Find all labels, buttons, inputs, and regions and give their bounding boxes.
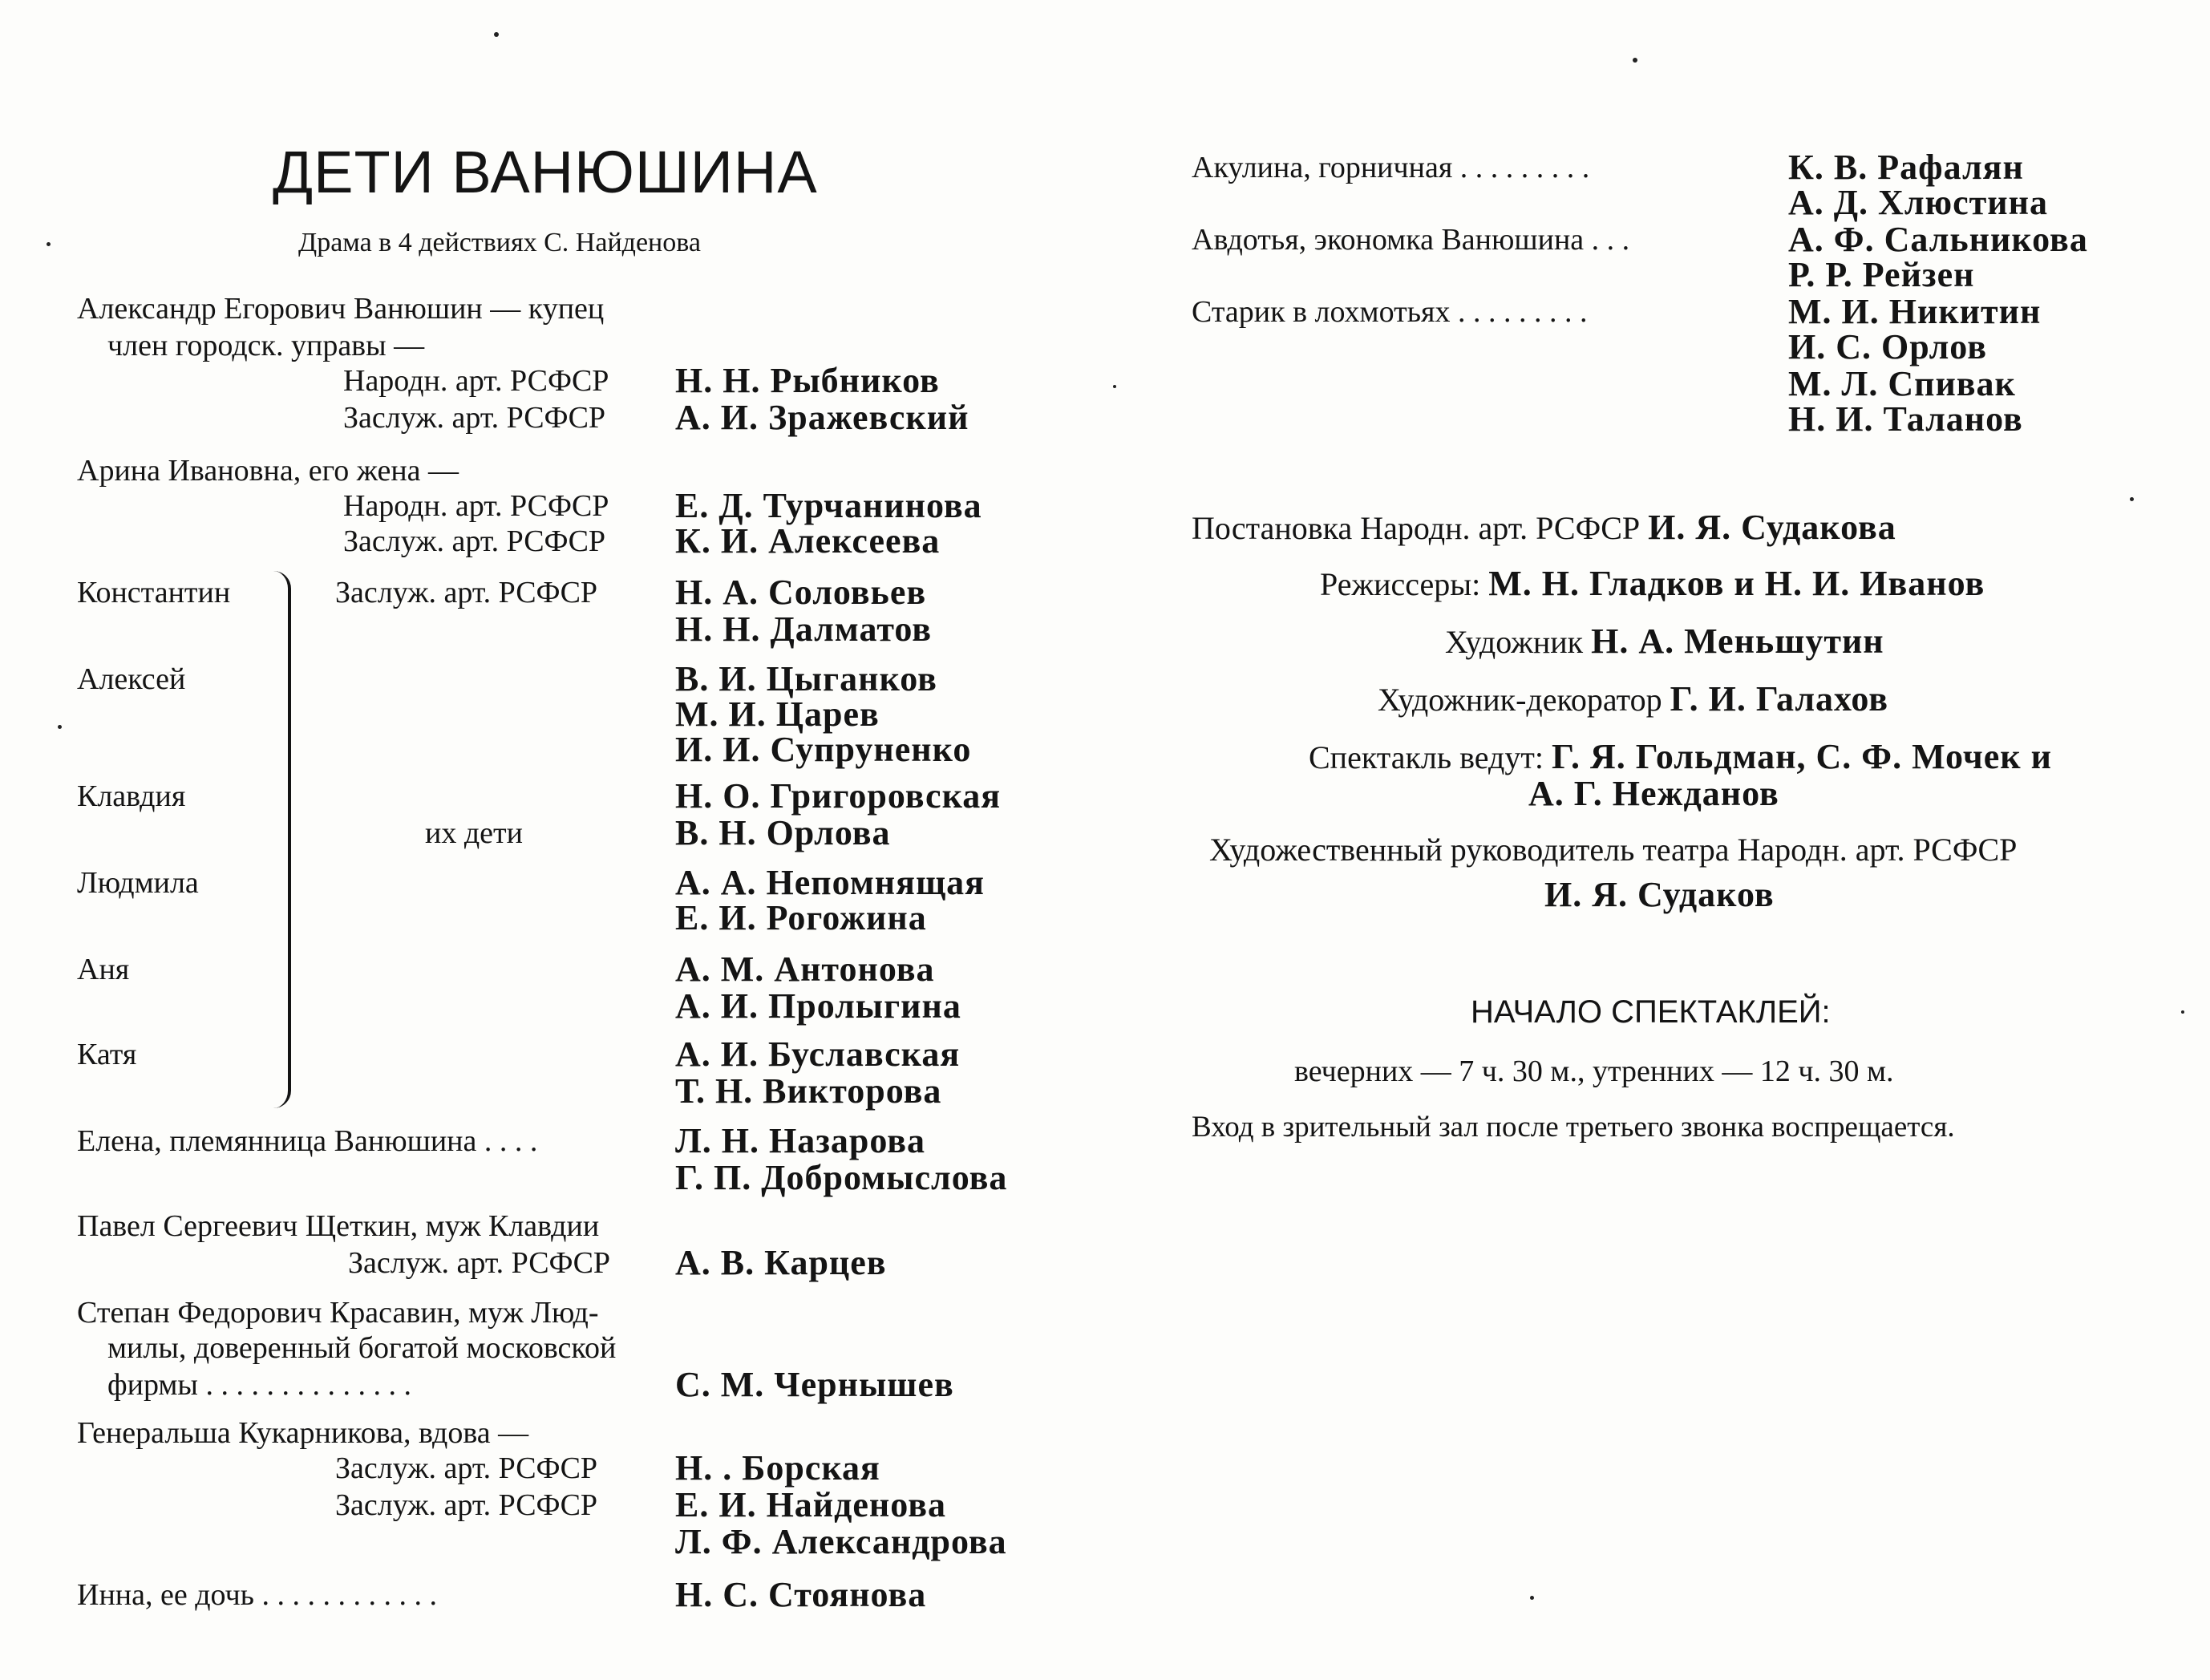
rank-label: Заслуж. арт. РСФСР <box>335 1488 598 1522</box>
actor-name: А. Д. Хлюстина <box>1788 183 2048 222</box>
start-times: вечерних — 7 ч. 30 м., утренних — 12 ч. 30 м. <box>1294 1055 1894 1088</box>
actor-name: А. Ф. Сальникова <box>1788 220 2088 259</box>
role-akulina: Акулина, горничная . . . . . . . . . <box>1192 151 1590 184</box>
start-heading: НАЧАЛО СПЕКТАКЛЕЙ: <box>1471 994 1831 1030</box>
role-shchetkin: Павел Сергеевич Щеткин, муж Клавдии <box>77 1209 600 1243</box>
play-subtitle: Драма в 4 действиях С. Найденова <box>298 228 701 257</box>
role-starik: Старик в лохмотьях . . . . . . . . . <box>1192 295 1588 329</box>
actor-name: К. И. Алексеева <box>675 521 941 561</box>
directors-prefix: Режиссеры: <box>1320 566 1481 602</box>
scan-speck <box>1633 58 1637 63</box>
role-vanyushin-line1: Александр Егорович Ванюшин — купец <box>77 292 605 326</box>
rank-label: Народн. арт. РСФСР <box>343 489 609 523</box>
role-lyudmila: Людмила <box>77 866 199 900</box>
actor-name: К. В. Рафалян <box>1788 148 2024 187</box>
scan-speck <box>2130 497 2134 501</box>
artist-name: Н. А. Меньшутин <box>1591 621 1884 661</box>
staging-prefix: Постановка Народн. арт. РСФСР <box>1192 510 1641 546</box>
actor-name: Р. Р. Рейзен <box>1788 255 1975 294</box>
actor-name: И. С. Орлов <box>1788 327 1987 366</box>
scan-speck <box>2181 1010 2184 1014</box>
children-bracket <box>269 571 291 1108</box>
scan-speck <box>494 32 499 37</box>
decorator-credit <box>1378 678 1888 719</box>
actor-name: Н. И. Таланов <box>1788 399 2023 439</box>
actor-name: Н. Н. Рыбников <box>675 361 940 400</box>
artdir-line: Художественный руководитель театра Народн. арт. РСФСР <box>1209 832 2018 868</box>
role-anya: Аня <box>77 953 130 986</box>
scan-speck <box>58 725 62 729</box>
scan-speck <box>47 242 51 246</box>
managers-names: Г. Я. Гольдман, С. Ф. Мочек и <box>1551 737 2052 776</box>
actor-name: Г. П. Добромыслова <box>675 1158 1008 1197</box>
rank-label: Заслуж. арт. РСФСР <box>343 524 606 558</box>
actor-name: А. В. Карцев <box>675 1243 887 1282</box>
actor-name: М. Л. Спивак <box>1788 364 2016 403</box>
rank-label: Заслуж. арт. РСФСР <box>343 401 606 435</box>
role-katya: Катя <box>77 1038 137 1071</box>
children-label: их дети <box>425 816 523 850</box>
right-page <box>1105 0 2210 1680</box>
staging-name: И. Я. Судакова <box>1648 508 1896 547</box>
managers-credit <box>1309 736 2052 777</box>
directors-names: М. Н. Гладков и Н. И. Иванов <box>1488 564 1985 603</box>
actor-name: Л. Ф. Александрова <box>675 1522 1007 1561</box>
actor-name: А. И. Буславская <box>675 1034 961 1074</box>
actor-name: Н. О. Григоровская <box>675 776 1002 816</box>
managers-credit-line2 <box>1528 773 1779 814</box>
artist-prefix: Художник <box>1445 624 1584 660</box>
role-elena: Елена, племянница Ванюшина . . . . <box>77 1124 538 1158</box>
actor-name: Н. . Борская <box>675 1448 880 1488</box>
decorator-prefix: Художник-декоратор <box>1378 682 1662 718</box>
decorator-name: Г. И. Галахов <box>1670 679 1889 719</box>
actor-name: А. А. Непомнящая <box>675 863 985 902</box>
role-krasavin-line3: фирмы . . . . . . . . . . . . . . <box>107 1368 411 1402</box>
actor-name: Е. И. Рогожина <box>675 898 927 937</box>
rank-label: Заслуж. арт. РСФСР <box>335 576 598 609</box>
actor-name: Н. С. Стоянова <box>675 1575 927 1614</box>
artdir-name: И. Я. Судаков <box>1544 875 1775 914</box>
rank-label: Заслуж. арт. РСФСР <box>348 1246 611 1280</box>
role-inna: Инна, ее дочь . . . . . . . . . . . . <box>77 1578 438 1612</box>
play-title: ДЕТИ ВАНЮШИНА <box>273 139 818 205</box>
actor-name: Т. Н. Викторова <box>675 1071 942 1111</box>
actor-name: Л. Н. Назарова <box>675 1121 926 1160</box>
managers-prefix: Спектакль ведут: <box>1309 739 1544 775</box>
role-aleksey: Алексей <box>77 662 186 696</box>
role-krasavin-line1: Степан Федорович Красавин, муж Люд- <box>77 1296 599 1330</box>
artdir-credit <box>1544 874 1775 915</box>
actor-name: В. Н. Орлова <box>675 813 891 852</box>
entry-note: Вход в зрительный зал после третьего звонка воспрещается. <box>1192 1111 1955 1144</box>
role-vanyushin-line2: член городск. управы — <box>107 329 425 362</box>
staging-credit <box>1192 507 1896 548</box>
actor-name: С. М. Чернышев <box>675 1365 954 1404</box>
actor-name: М. И. Царев <box>675 694 880 734</box>
role-kukarnikova: Генеральша Кукарникова, вдова — <box>77 1416 529 1450</box>
actor-name: А. И. Зражевский <box>675 398 969 437</box>
actor-name: И. И. Супруненко <box>675 730 972 769</box>
actor-name: Е. И. Найденова <box>675 1485 946 1524</box>
managers-names-2: А. Г. Нежданов <box>1528 774 1779 813</box>
actor-name: Н. А. Соловьев <box>675 573 927 612</box>
artist-credit <box>1445 621 1884 662</box>
role-krasavin-line2: милы, доверенный богатой московской <box>107 1331 617 1365</box>
actor-name: А. И. Пролыгина <box>675 986 961 1026</box>
scan-speck <box>1113 385 1116 388</box>
actor-name: Н. Н. Далматов <box>675 609 933 649</box>
rank-label: Народн. арт. РСФСР <box>343 364 609 398</box>
rank-label: Заслуж. арт. РСФСР <box>335 1451 598 1485</box>
actor-name: А. М. Антонова <box>675 949 935 989</box>
role-konstantin: Константин <box>77 576 231 609</box>
directors-credit <box>1320 563 1985 604</box>
scan-speck <box>1530 1596 1534 1600</box>
role-arina: Арина Ивановна, его жена — <box>77 454 459 488</box>
role-klavdiya: Клавдия <box>77 779 186 813</box>
actor-name: Е. Д. Турчанинова <box>675 486 982 525</box>
actor-name: М. И. Никитин <box>1788 292 2042 331</box>
actor-name: В. И. Цыганков <box>675 659 937 698</box>
role-avdotya: Авдотья, экономка Ванюшина . . . <box>1192 223 1630 257</box>
